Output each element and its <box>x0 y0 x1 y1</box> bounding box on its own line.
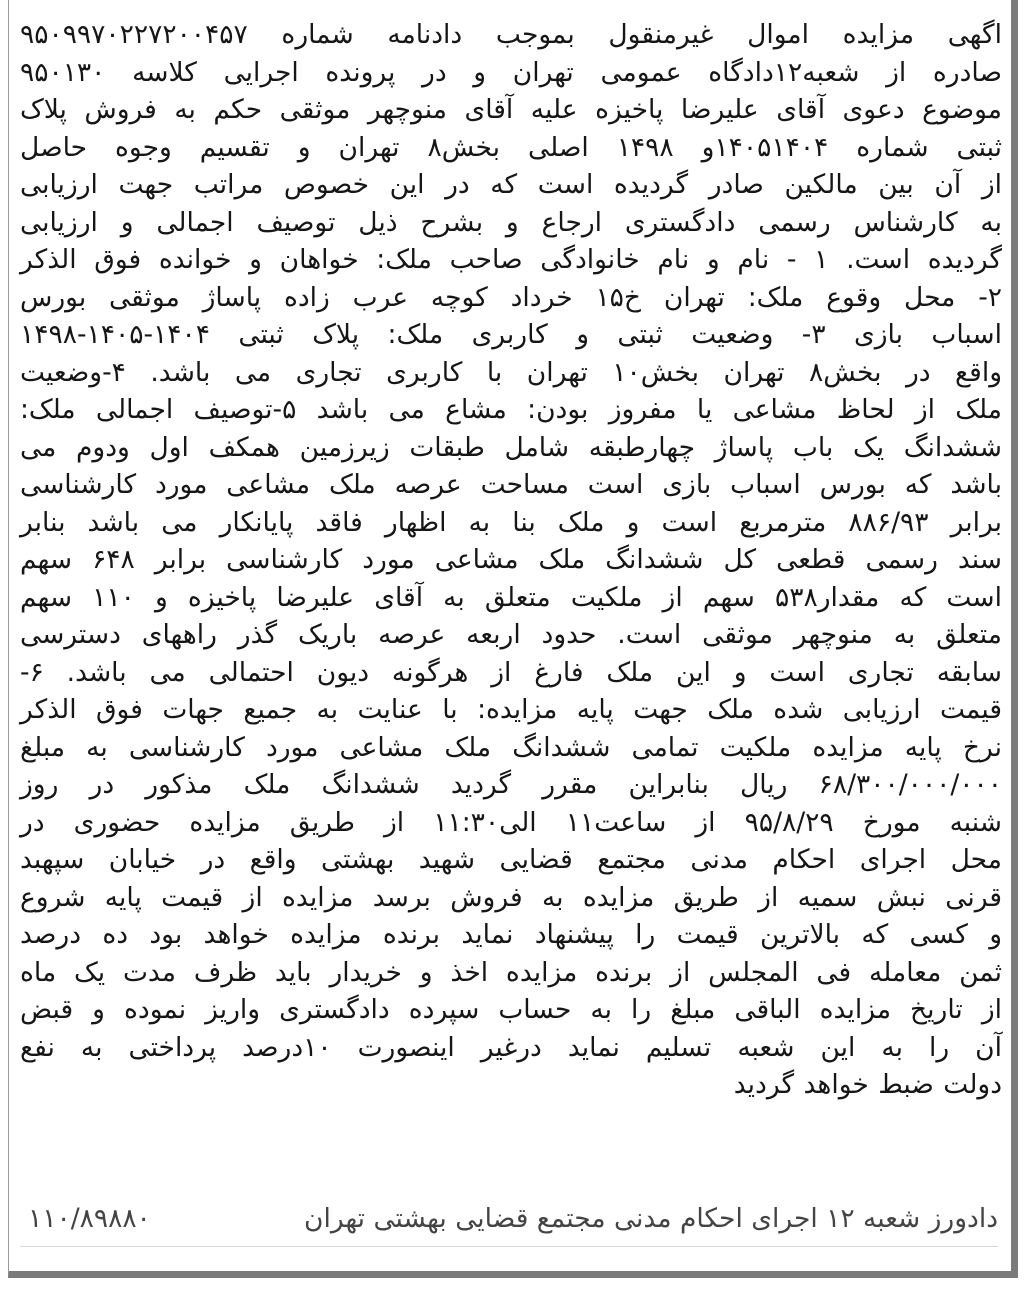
issuer-signature: دادورز شعبه ۱۲ اجرای احکام مدنی مجتمع قضایی بهشتی تهران <box>304 1203 998 1234</box>
notice-line: سابقه تجاری است و این ملک فارغ از هرگونه دیون احتمالی می باشد. ۶- <box>20 656 1002 688</box>
notice-line: نرخ پایه مزایده ملکیت تمامی ششدانگ ملک مشاعی مورد کارشناسی به مبلغ <box>20 731 1002 763</box>
notice-line: ۶۸/۳۰۰/۰۰۰/۰۰۰ ریال بنابراین مقرر گردید ششدانگ ملک مذکور در روز <box>20 769 1002 800</box>
notice-line: ثبتی شماره ۱۴۰۵۱۴۰۴و ۱۴۹۸ اصلی بخش۸ تهران و تقسیم وجوه حاصل <box>20 131 1002 163</box>
notice-line: ششدانگ یک باب پاساژ چهارطبقه شامل طبقات زیرزمین همکف اول ودوم می <box>20 431 1002 463</box>
auction-notice-body <box>20 16 1002 1104</box>
notice-line: موضوع دعوی آقای علیرضا پاخیزه علیه آقای منوچهر موثقی حکم به فروش پلاک <box>20 94 1002 125</box>
notice-line: اسباب بازی ۳- وضعیت ثبتی و کاربری ملک: پلاک ثبتی ۱۴۰۴-۱۴۰۵-۱۴۹۸ <box>20 319 1002 350</box>
notice-line: قرنی نبش سمیه از طریق مزایده به فروش برسد مزایده از قیمت پایه شروع <box>20 881 1002 913</box>
notice-line: به کارشناس رسمی دادگستری ارجاع و بشرح ذیل توصیف اجمالی و ارزیابی <box>20 206 1002 238</box>
notice-line: از تاریخ مزایده الباقی مبلغ را به حساب سپرده دادگستری واریز نموده و قبض <box>20 994 1002 1025</box>
notice-line: از آن بین مالکین صادر گردیده است که در این خصوص مراتب جهت ارزیابی <box>20 169 1002 200</box>
notice-line: ثمن معامله فی المجلس از برنده مزایده اخذ و خریدار باید ظرف مدت یک ماه <box>20 956 1002 988</box>
notice-footer <box>20 1200 998 1240</box>
footer-divider <box>20 1246 998 1247</box>
notice-line: شنبه مورخ ۹۵/۸/۲۹ از ساعت۱۱ الی۱۱:۳۰ از طریق مزایده حضوری در <box>20 806 1002 838</box>
notice-line: قیمت ارزیابی شده ملک جهت پایه مزایده: با عنایت به جمیع جهات فوق الذکر <box>20 694 1002 725</box>
notice-code: ۱۱۰/۸۹۸۸۰ <box>28 1203 151 1234</box>
notice-line: محل اجرای احکام مدنی مجتمع قضایی شهید بهشتی واقع در خیابان سپهبد <box>20 844 1002 875</box>
notice-line: متعلق به منوچهر موثقی است. حدود اربعه عرصه باریک گذر راههای دسترسی <box>20 619 1002 650</box>
notice-line: ۲- محل وقوع ملک: تهران خ۱۵ خرداد کوچه عرب زاده پاساژ موثقی بورس <box>20 281 1002 313</box>
notice-line: باشد که بورس اسباب بازی است مساحت عرصه ملک مشاعی مورد کارشناسی <box>20 469 1002 500</box>
notice-line: اگهی مزایده اموال غیرمنقول بموجب دادنامه شماره ۹۵۰۹۹۷۰۲۲۷۲۰۰۴۵۷ <box>20 19 1002 50</box>
notice-line: گردیده است. ۱ - نام و نام خانوادگی صاحب ملک: خواهان و خوانده فوق الذکر <box>20 244 1003 275</box>
notice-line: واقع در بخش۸ تهران بخش۱۰ تهران با کاربری تجاری می باشد. ۴-وضعیت <box>20 356 1002 388</box>
notice-line: است که مقدار۵۳۸ سهم از ملکیت متعلق به آقای علیرضا پاخیزه و ۱۱۰ سهم <box>20 581 1003 613</box>
notice-line-last: دولت ضبط خواهد گردید <box>733 1069 1002 1100</box>
notice-line: صادره از شعبه۱۲دادگاه عمومی تهران و در پرونده اجرایی کلاسه ۹۵۰۱۳۰ <box>20 56 1002 88</box>
notice-line: ملک از لحاظ مشاعی یا مفروز بودن: مشاع می باشد ۵-توصیف اجمالی ملک: <box>20 394 1002 425</box>
notice-line: آن را به این شعبه تسلیم نماید درغیر اینصورت ۱۰درصد پرداختی به نفع <box>20 1031 1003 1063</box>
notice-line: سند رسمی قطعی کل ششدانگ ملک مشاعی مورد کارشناسی برابر ۶۴۸ سهم <box>20 544 1002 575</box>
notice-line: برابر ۸۸۶/۹۳ مترمربع است و ملک بنا به اظهار فاقد پایانکار می باشد بنابر <box>20 506 1002 538</box>
notice-line: و کسی که بالاترین قیمت را پیشنهاد نماید برنده مزایده خواهد بود ده درصد <box>20 919 1002 950</box>
